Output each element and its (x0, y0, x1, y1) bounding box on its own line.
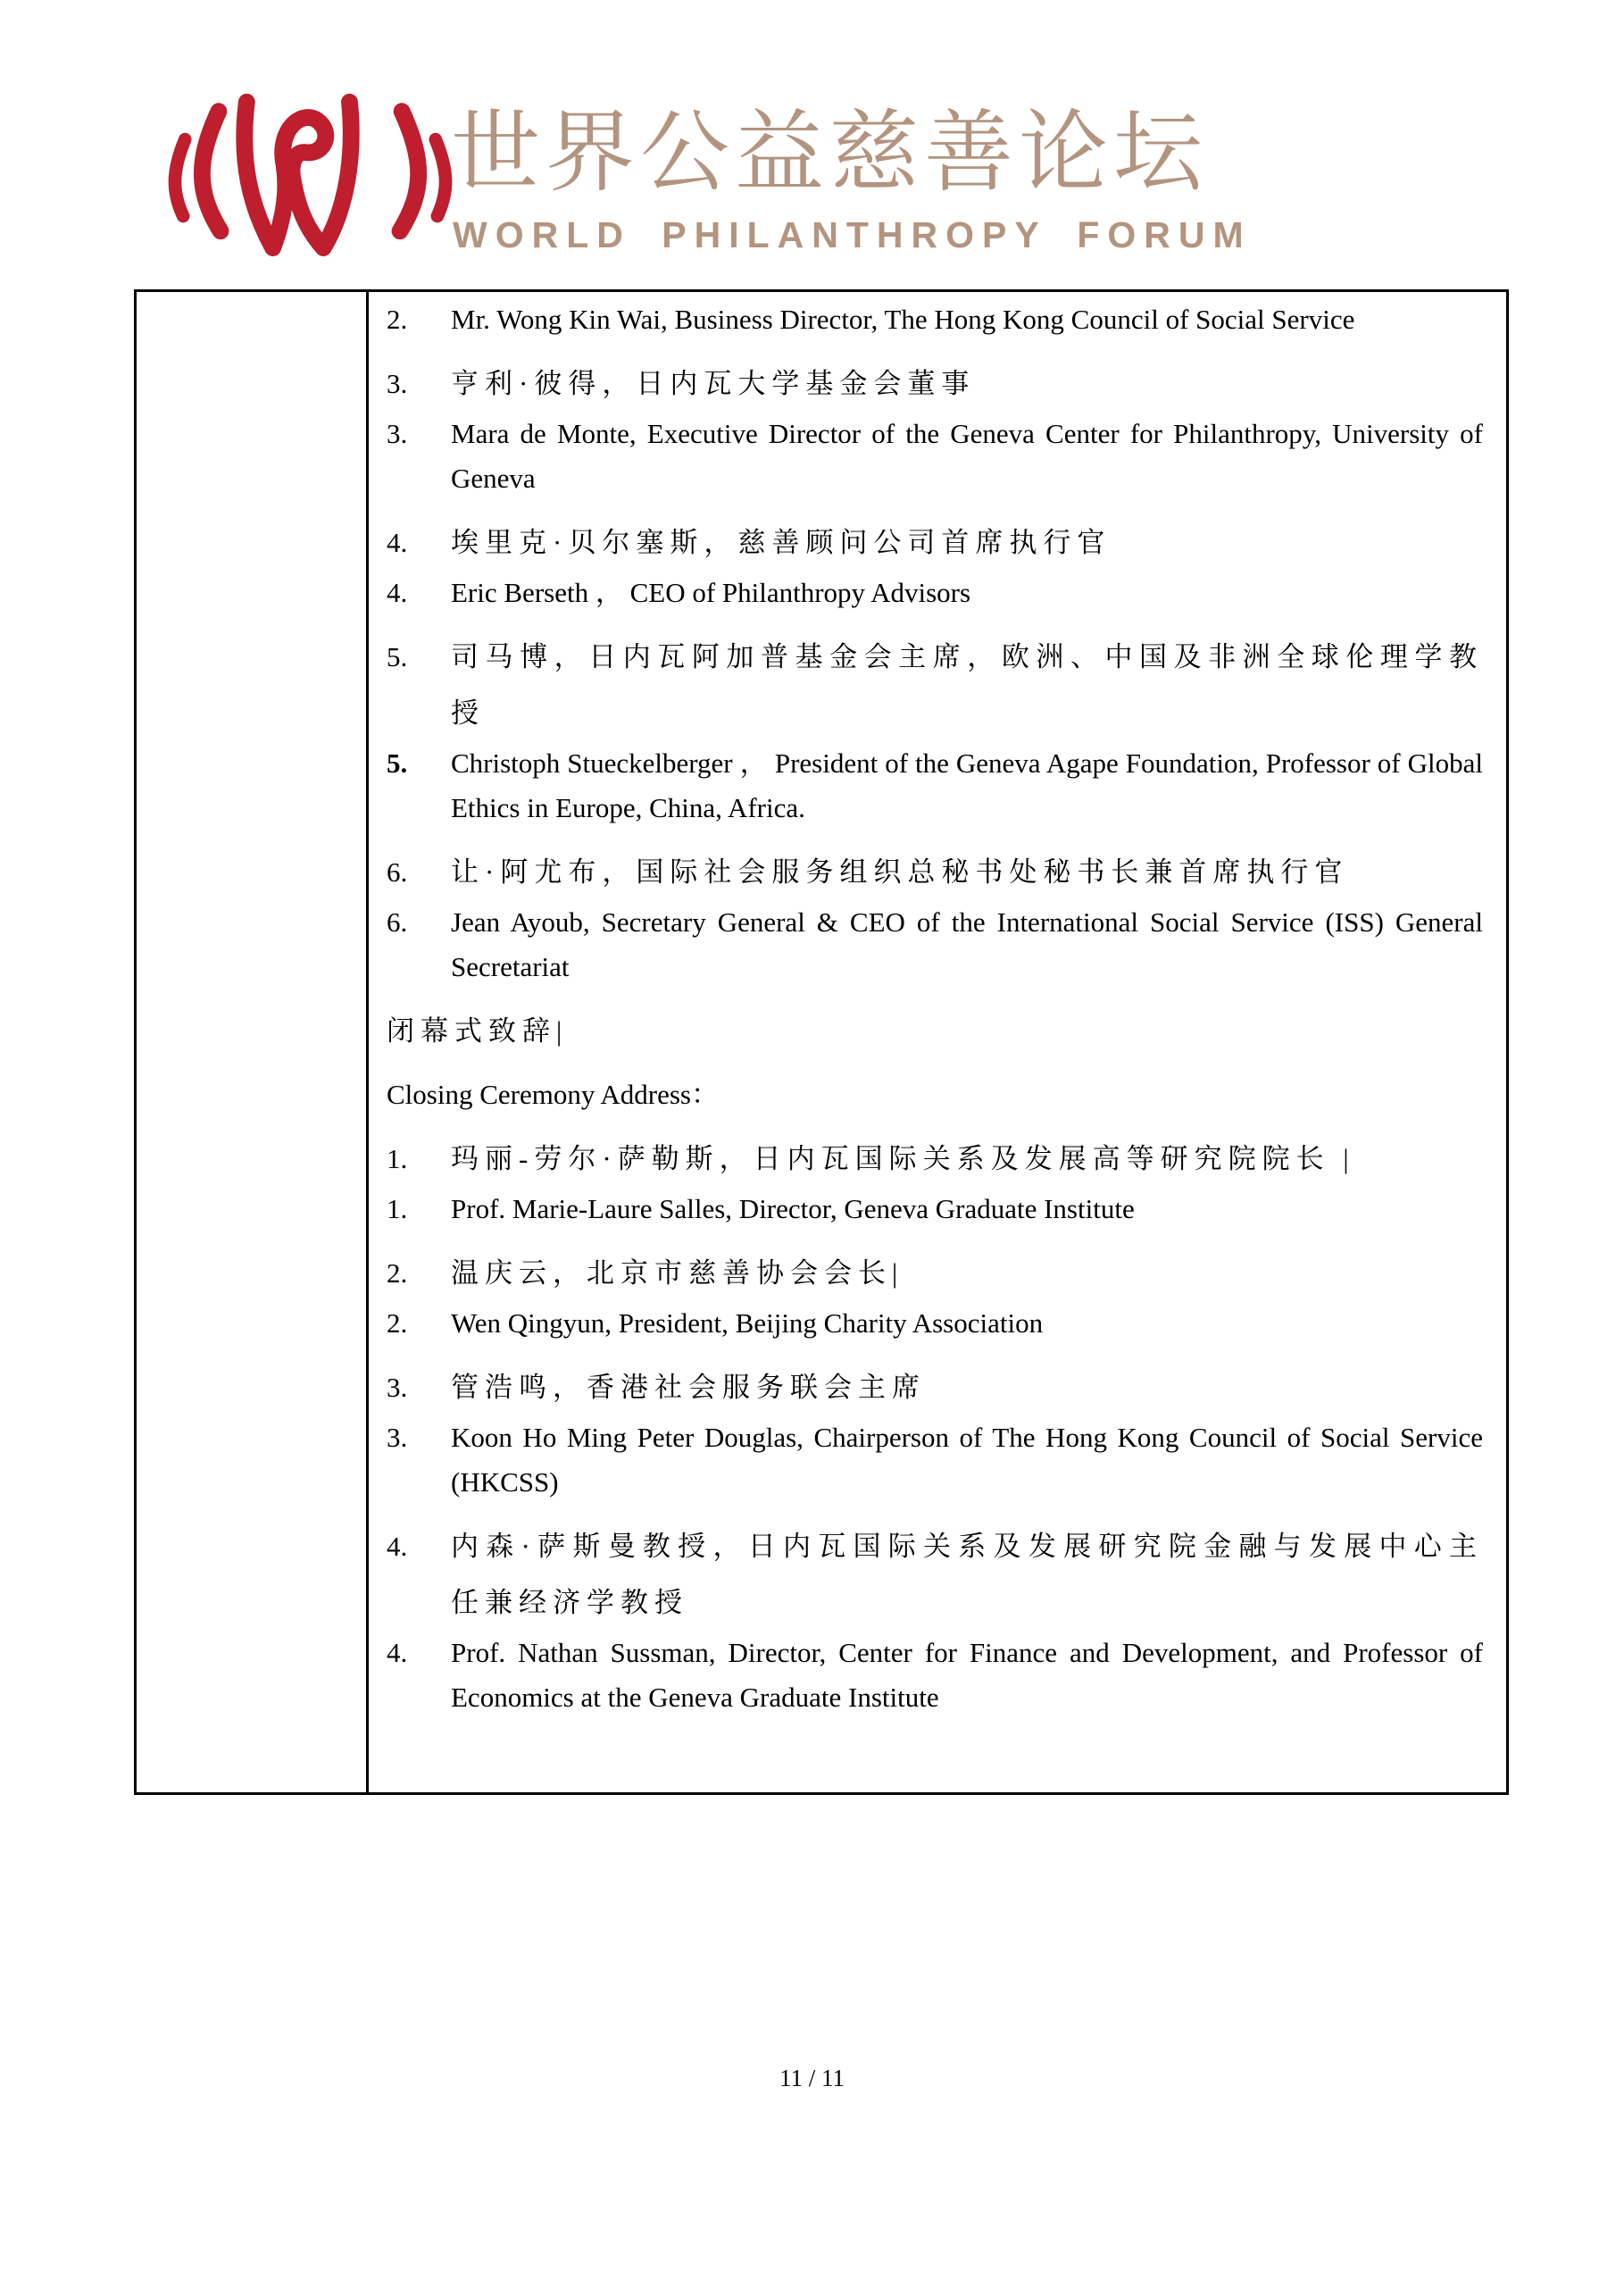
list-row (387, 741, 1483, 830)
item-text-en: Christoph Stueckelberger ， President of the Geneva Agape Foundation, Professor of Global Ethics in Europe, China, Africa. (451, 747, 1483, 823)
list-row (387, 355, 1483, 412)
logo-english-title: WORLD PHILANTHROPY FORUM (453, 214, 1252, 255)
item-number: 3. (387, 1422, 408, 1453)
item-number: 1. (387, 1143, 408, 1174)
item-number: 6. (387, 856, 408, 888)
list-row (387, 629, 1483, 741)
list-row (387, 1631, 1483, 1720)
list-row (387, 297, 1483, 342)
table-left-column (137, 292, 369, 1792)
item-text-en: Koon Ho Ming Peter Douglas, Chairperson of The Hong Kong Council of Social Service (HKCSS) (451, 1422, 1483, 1498)
list-row (387, 1131, 1483, 1187)
list-row (387, 900, 1483, 989)
item-number: 3. (387, 418, 408, 449)
logo-petal-far-right (436, 139, 446, 216)
item-number: 5. (387, 747, 408, 779)
item-number: 1. (387, 1193, 408, 1224)
item-text-zh: 玛丽-劳尔·萨勒斯，日内瓦国际关系及发展高等研究院院长 | (451, 1143, 1355, 1174)
item-text-zh: 温庆云，北京市慈善协会会长| (451, 1257, 904, 1289)
list-row (387, 514, 1483, 571)
item-text-zh: 亨利·彼得，日内瓦大学基金会董事 (451, 368, 976, 399)
item-number: 4. (387, 577, 408, 608)
item-number: 6. (387, 906, 408, 938)
item-text-zh: 司马博，日内瓦阿加普基金会主席，欧洲、中国及非洲全球伦理学教授 (451, 641, 1483, 729)
item-number: 5. (387, 641, 408, 672)
item-number: 2. (387, 304, 408, 335)
logo-petal-left (202, 112, 221, 231)
item-text-zh: 埃里克·贝尔塞斯，慈善顾问公司首席执行官 (451, 527, 1112, 558)
section-heading (387, 1073, 1483, 1117)
item-text-zh: 内森·萨斯曼教授，日内瓦国际关系及发展研究院金融与发展中心主任兼经济学教授 (451, 1531, 1483, 1618)
item-number: 2. (387, 1257, 408, 1289)
list-row (387, 1415, 1483, 1505)
logo-w-stroke (245, 102, 352, 247)
list-row (387, 1359, 1483, 1415)
item-number: 4. (387, 1531, 408, 1562)
list-row (387, 1518, 1483, 1631)
list-row (387, 844, 1483, 900)
section-heading-zh: 闭幕式致辞| (387, 1015, 569, 1047)
world-philanthropy-forum-logo-icon (161, 82, 460, 271)
item-text-en: Prof. Nathan Sussman, Director, Center for Finance and Development, and Professor of Economics at the Geneva Graduate Institute (451, 1637, 1483, 1713)
item-number: 4. (387, 527, 408, 558)
item-text-en: Eric Berseth ， CEO of Philanthropy Advisors (451, 577, 971, 608)
item-number: 2. (387, 1307, 408, 1339)
table-content-column (369, 292, 1506, 1792)
item-text-en: Mr. Wong Kin Wai, Business Director, The Hong Kong Council of Social Service (451, 304, 1355, 335)
section-heading (387, 1003, 1483, 1059)
logo-chinese-title: 世界公益慈善论坛 (451, 100, 1208, 204)
logo-petal-far-left (175, 139, 185, 216)
list-row (387, 1301, 1483, 1346)
list-row (387, 1187, 1483, 1231)
item-number: 3. (387, 368, 408, 399)
item-text-en: Jean Ayoub, Secretary General & CEO of the International Social Service (ISS) General Secretariat (451, 906, 1483, 982)
item-text-en: Wen Qingyun, President, Beijing Charity Association (451, 1307, 1044, 1339)
item-text-en: Prof. Marie-Laure Salles, Director, Geneva Graduate Institute (451, 1193, 1135, 1224)
item-text-en: Mara de Monte, Executive Director of the Geneva Center for Philanthropy, University of Geneva (451, 418, 1483, 494)
list-row (387, 1245, 1483, 1301)
page-number: 11 / 11 (779, 2065, 845, 2091)
schedule-table (134, 289, 1509, 1795)
item-text-zh: 让·阿尤布，国际社会服务组织总秘书处秘书长兼首席执行官 (451, 856, 1349, 888)
logo-petal-right (400, 112, 419, 231)
section-heading-en: Closing Ceremony Address： (387, 1079, 719, 1110)
item-number: 4. (387, 1637, 408, 1668)
list-row (387, 571, 1483, 615)
item-text-zh: 管浩鸣，香港社会服务联会主席 (451, 1372, 926, 1403)
list-row (387, 412, 1483, 501)
item-number: 3. (387, 1372, 408, 1403)
